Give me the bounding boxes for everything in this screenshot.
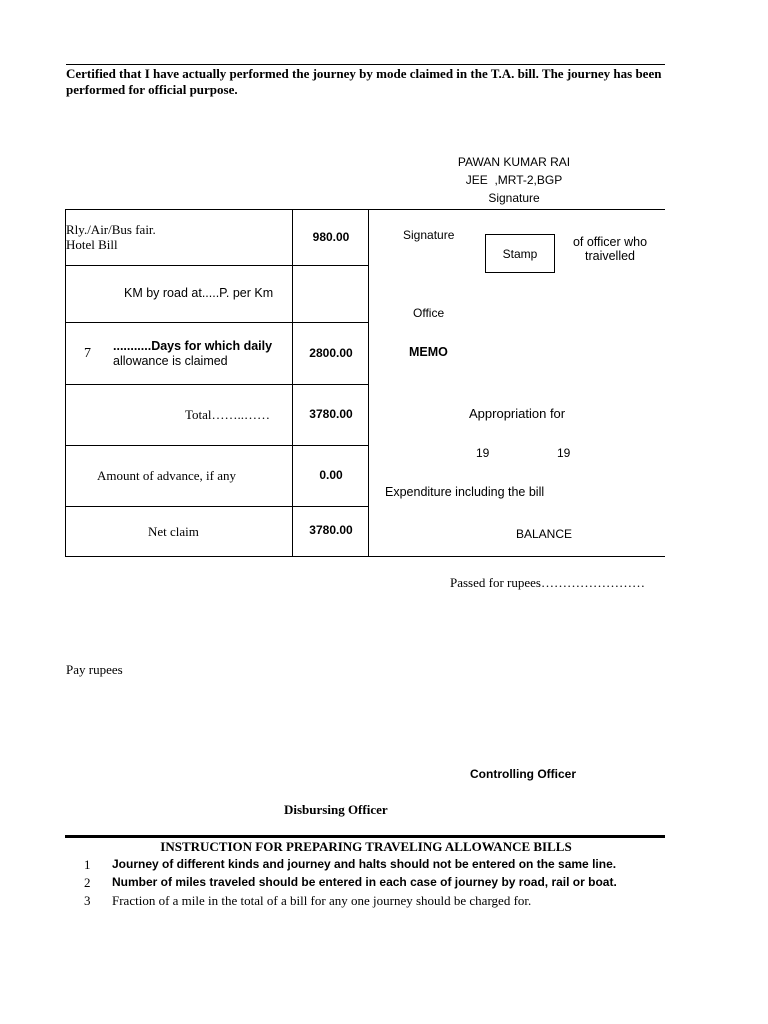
daily-allowance-line1: ...........Days for which daily	[113, 339, 273, 353]
table-left-border	[65, 209, 66, 557]
certificate-text: Certified that I have actually performed the journey by mode claimed in the T.A. bill. The journey has been performed for official purpose.	[66, 66, 662, 97]
row-divider	[65, 445, 369, 446]
expenditure-label: Expenditure including the bill	[385, 485, 545, 499]
year-1: 19	[476, 446, 490, 460]
road-km-label: KM by road at.....P. per Km	[124, 286, 274, 300]
officer-line2: traivelled	[584, 249, 636, 263]
daily-allowance-line2: allowance is claimed	[113, 354, 228, 368]
row-divider	[65, 384, 369, 385]
instructions-title: INSTRUCTION FOR PREPARING TRAVELING ALLOWANCE BILLS	[160, 839, 572, 854]
stamp-box: Stamp	[485, 234, 555, 273]
table-top-border	[65, 209, 665, 210]
pay-rupees: Pay rupees	[66, 662, 123, 677]
instructions-rule	[65, 835, 665, 838]
claimant-signature-label: Signature	[488, 191, 540, 205]
advance-label: Amount of advance, if any	[97, 468, 236, 483]
net-claim-label: Net claim	[148, 524, 199, 539]
top-rule	[66, 64, 665, 65]
instruction-text: Journey of different kinds and journey and halts should not be entered on the same line.	[112, 857, 617, 871]
controlling-officer: Controlling Officer	[470, 767, 576, 781]
officer-who-travelled	[560, 235, 660, 263]
net-claim-amount: 3780.00	[309, 523, 353, 537]
total-amount: 3780.00	[309, 407, 353, 421]
total-label: Total……..……	[185, 407, 271, 422]
passed-for-rupees: Passed for rupees……………………	[450, 575, 645, 590]
row-divider	[65, 506, 369, 507]
daily-allowance-amount: 2800.00	[309, 346, 353, 360]
office-label: Office	[413, 306, 445, 320]
instruction-number: 2	[84, 875, 91, 890]
travel-fare-label	[66, 222, 156, 252]
officer-line1: of officer who	[572, 235, 648, 249]
row-divider	[65, 322, 369, 323]
claimant-designation: JEE ,MRT-2,BGP	[465, 173, 563, 187]
claimant-block	[430, 153, 598, 207]
hotel-bill-label: Hotel Bill	[66, 237, 118, 252]
instruction-text: Number of miles traveled should be entered in each case of journey by road, rail or boat.	[112, 875, 617, 889]
table-col-divider-1	[292, 209, 293, 557]
fare-amount: 980.00	[312, 230, 350, 244]
advance-amount: 0.00	[319, 468, 343, 482]
claimant-name: PAWAN KUMAR RAI	[457, 155, 571, 169]
daily-allowance-label	[113, 339, 272, 369]
officer-signature-label: Signature	[403, 228, 455, 242]
instruction-text: Fraction of a mile in the total of a bill for any one journey should be charged for.	[112, 893, 532, 908]
table-bottom-border	[65, 556, 665, 557]
year-2: 19	[557, 446, 571, 460]
instruction-number: 3	[84, 893, 91, 908]
balance-label: BALANCE	[516, 527, 573, 541]
appropriation-label: Appropriation for	[469, 406, 566, 421]
memo-label: MEMO	[409, 345, 448, 359]
instruction-number: 1	[84, 857, 91, 872]
fare-label-line: Rly./Air/Bus fair.	[66, 222, 156, 237]
disbursing-officer: Disbursing Officer	[284, 802, 388, 817]
row-divider	[65, 265, 369, 266]
table-col-divider-2	[368, 209, 369, 557]
days-count: 7	[84, 346, 91, 361]
